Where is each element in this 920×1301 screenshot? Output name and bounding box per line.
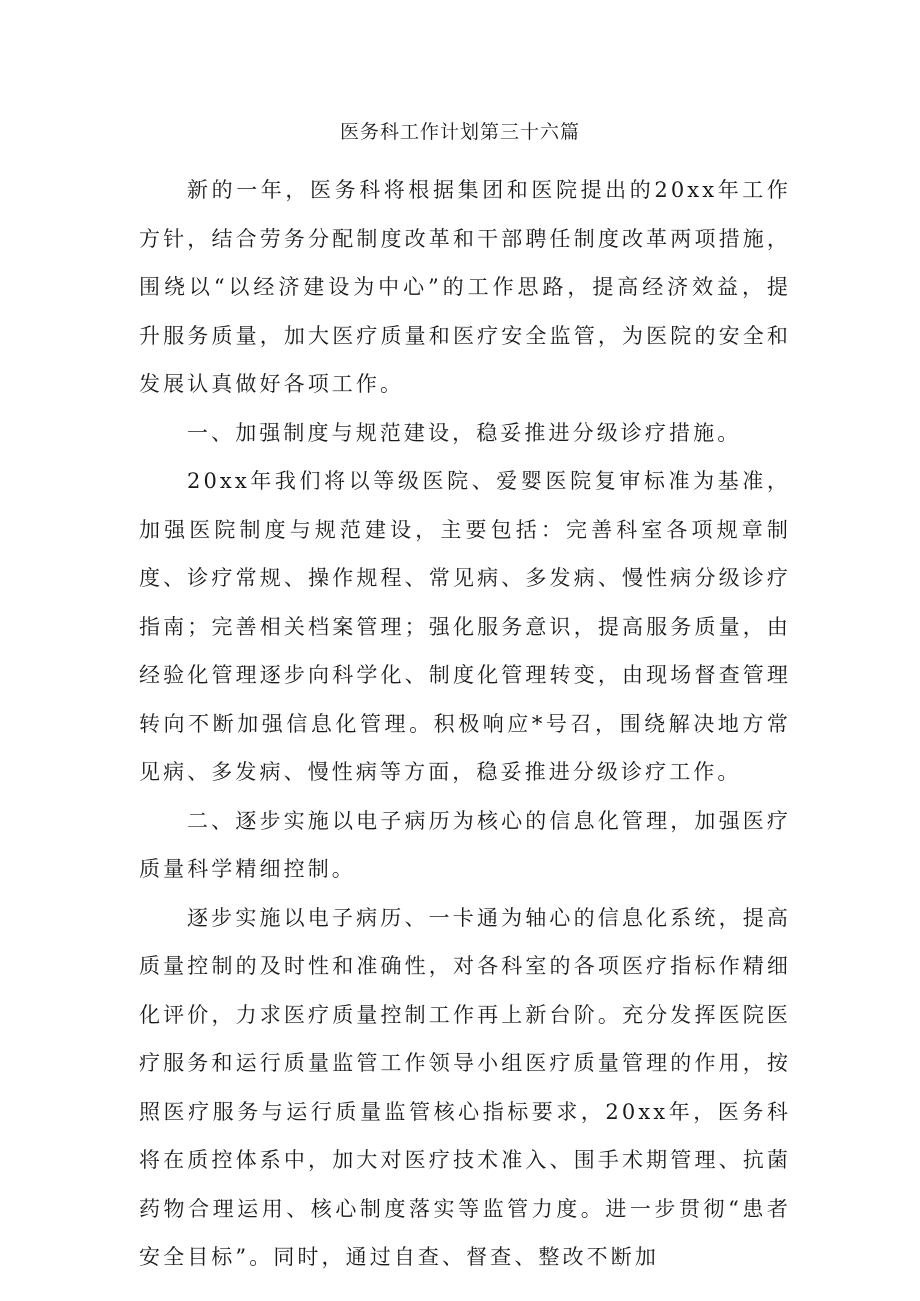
paragraph-section-1: 20xx年我们将以等级医院、爱婴医院复审标准为基准，加强医院制度与规范建设，主要包括：完善科室各项规章制度、诊疗常规、操作规程、常见病、多发病、慢性病分级诊疗指南；完善相关档案管理；强化服务意识，提高服务质量，由经验化管理逐步向科学化、制度化管理转变，由现场督查管理转向不断加强信息化管理。积极响应*号召，围绕解决地方常见病、多发病、慢性病等方面，稳妥推进分级诊疗工作。: [139, 469, 791, 784]
section-heading-1: 一、加强制度与规范建设，稳妥推进分级诊疗措施。: [187, 420, 742, 445]
paragraph-intro: 新的一年，医务科将根据集团和医院提出的20xx年工作方针，结合劳务分配制度改革和干部聘任制度改革两项措施，围绕以“以经济建设为中心”的工作思路，提高经济效益，提升服务质量，加大医疗质量和医疗安全监管，为医院的安全和发展认真做好各项工作。: [139, 178, 791, 396]
document-body: [139, 166, 791, 1282]
paragraph-section-2: 逐步实施以电子病历、一卡通为轴心的信息化系统，提高质量控制的及时性和准确性，对各科室的各项医疗指标作精细化评价，力求医疗质量控制工作再上新台阶。充分发挥医院医疗服务和运行质量监管工作领导小组医疗质量管理的作用，按照医疗服务与运行质量监管核心指标要求，20xx年，医务科将在质控体系中，加大对医疗技术准入、围手术期管理、抗菌药物合理运用、核心制度落实等监管力度。进一步贯彻“患者安全目标”。同时，通过自查、督查、整改不断加: [139, 905, 791, 1269]
document-title: 医务科工作计划第三十六篇: [339, 121, 580, 143]
section-heading-2: 二、逐步实施以电子病历为核心的信息化管理，加强医疗质量科学精细控制。: [139, 808, 791, 881]
